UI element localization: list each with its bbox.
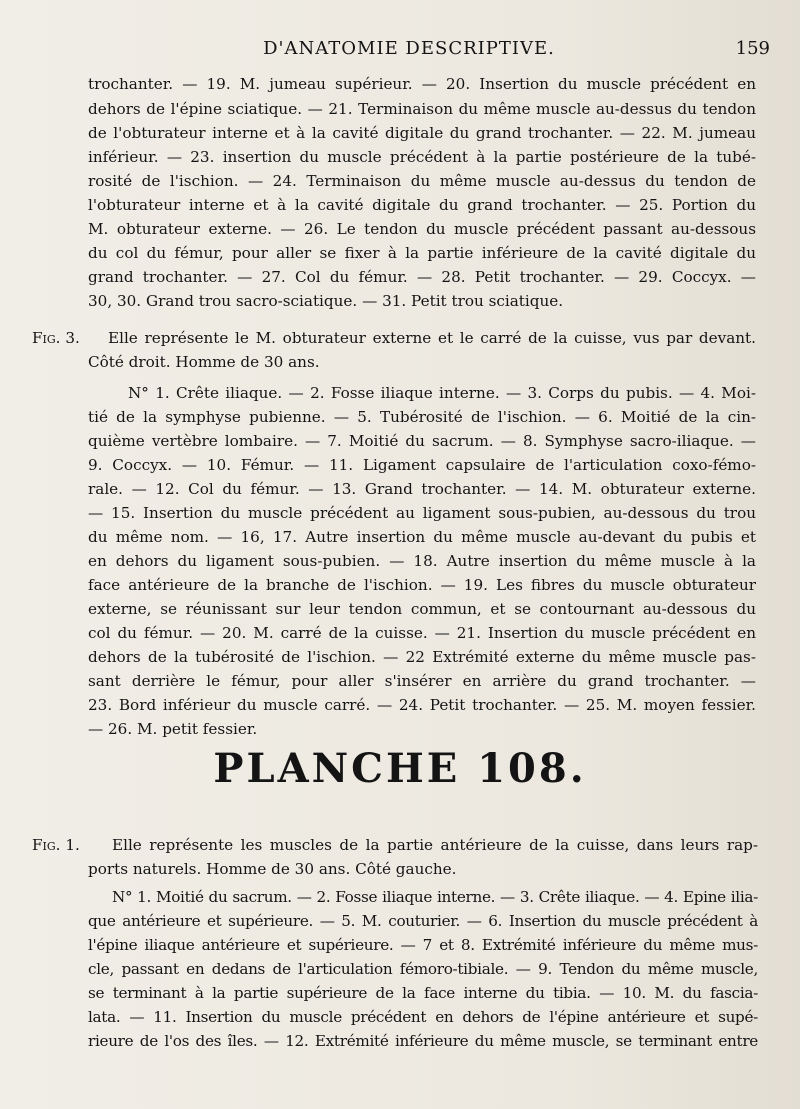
text-line: N° 1. Crête iliaque. — 2. Fosse iliaque interne. — 3. Corps du pubis. — 4. Moi- xyxy=(128,384,756,402)
text-line: — 15. Insertion du muscle précédent au ligament sous-pubien, au-dessous du trou xyxy=(88,504,756,522)
text-line: du même nom. — 16, 17. Autre insertion du même muscle au-devant du pubis et xyxy=(88,528,756,546)
text-line: 23. Bord inférieur du muscle carré. — 24. Petit trochanter. — 25. M. moyen fessier. xyxy=(88,696,756,714)
text-line: du col du fémur, pour aller se fixer à la partie inférieure de la cavité digitale du xyxy=(88,244,756,262)
text-line: face antérieure de la branche de l'ischion. — 19. Les fibres du muscle obturateur xyxy=(88,576,756,594)
text-line: l'obturateur interne et à la cavité digitale du grand trochanter. — 25. Portion du xyxy=(88,196,756,214)
text-line: inférieur. — 23. insertion du muscle précédent à la partie postérieure de la tubé- xyxy=(88,148,756,166)
text-line: que antérieure et supérieure. — 5. M. couturier. — 6. Insertion du muscle précédent à xyxy=(88,912,758,930)
page-header xyxy=(88,38,770,66)
text-line: sant derrière le fémur, pour aller s'insérer en arrière du grand trochanter. — xyxy=(88,672,756,690)
figure-label: Fig. 3. xyxy=(32,329,80,347)
text-line: 9. Coccyx. — 10. Fémur. — 11. Ligament capsulaire de l'articulation coxo-fémo- xyxy=(88,456,756,474)
text-line: externe, se réunissant sur leur tendon commun, et se contournant au-dessous du xyxy=(88,600,756,618)
figure-caption-line: ports naturels. Homme de 30 ans. Côté gauche. xyxy=(88,860,457,878)
text-line: 30, 30. Grand trou sacro-sciatique. — 31. Petit trou sciatique. xyxy=(88,292,564,310)
text-line: trochanter. — 19. M. jumeau supérieur. — 20. Insertion du muscle précédent en xyxy=(88,75,756,93)
text-line: quième vertèbre lombaire. — 7. Moitié du sacrum. — 8. Symphyse sacro-iliaque. — xyxy=(88,432,756,450)
figure-caption-line: Elle représente les muscles de la partie antérieure de la cuisse, dans leurs rap- xyxy=(112,836,758,854)
text-line: cle, passant en dedans de l'articulation fémoro-tibiale. — 9. Tendon du même muscle, xyxy=(88,960,758,978)
text-line: se terminant à la partie supérieure de la face interne du tibia. — 10. M. du fascia- xyxy=(88,984,758,1002)
text-line: M. obturateur externe. — 26. Le tendon du muscle précédent passant au-dessous xyxy=(88,220,756,238)
text-line: — 26. M. petit fessier. xyxy=(88,720,258,738)
text-line: col du fémur. — 20. M. carré de la cuisse. — 21. Insertion du muscle précédent en xyxy=(88,624,756,642)
text-line: rosité de l'ischion. — 24. Terminaison du même muscle au-dessus du tendon de xyxy=(88,172,756,190)
text-line: dehors de la tubérosité de l'ischion. — 22 Extrémité externe du même muscle pas- xyxy=(88,648,756,666)
text-line: dehors de l'épine sciatique. — 21. Terminaison du même muscle au-dessus du tendon xyxy=(88,100,756,118)
figure-caption-line: Côté droit. Homme de 30 ans. xyxy=(88,353,320,371)
page-number: 159 xyxy=(735,38,770,59)
running-title: D'ANATOMIE DESCRIPTIVE. xyxy=(263,38,555,59)
text-line: rieure de l'os des îles. — 12. Extrémité inférieure du même muscle, se terminant entre xyxy=(88,1032,758,1050)
figure-label: Fig. 1. xyxy=(32,836,80,854)
text-line: en dehors du ligament sous-pubien. — 18. Autre insertion du même muscle à la xyxy=(88,552,756,570)
text-line: tié de la symphyse pubienne. — 5. Tubérosité de l'ischion. — 6. Moitié de la cin- xyxy=(88,408,756,426)
text-line: N° 1. Moitié du sacrum. — 2. Fosse iliaque interne. — 3. Crête iliaque. — 4. Epine ilia- xyxy=(112,888,758,906)
text-line: grand trochanter. — 27. Col du fémur. — 28. Petit trochanter. — 29. Coccyx. — xyxy=(88,268,756,286)
text-line: l'épine iliaque antérieure et supérieure. — 7 et 8. Extrémité inférieure du même mus- xyxy=(88,936,758,954)
text-line: rale. — 12. Col du fémur. — 13. Grand trochanter. — 14. M. obturateur externe. xyxy=(88,480,756,498)
text-line: lata. — 11. Insertion du muscle précédent en dehors de l'épine antérieure et supé- xyxy=(88,1008,758,1026)
plate-title: PLANCHE 108. xyxy=(213,745,587,792)
figure-caption-line: Elle représente le M. obturateur externe et le carré de la cuisse, vus par devant. xyxy=(108,329,756,347)
text-line: de l'obturateur interne et à la cavité digitale du grand trochanter. — 22. M. jumeau xyxy=(88,124,756,142)
